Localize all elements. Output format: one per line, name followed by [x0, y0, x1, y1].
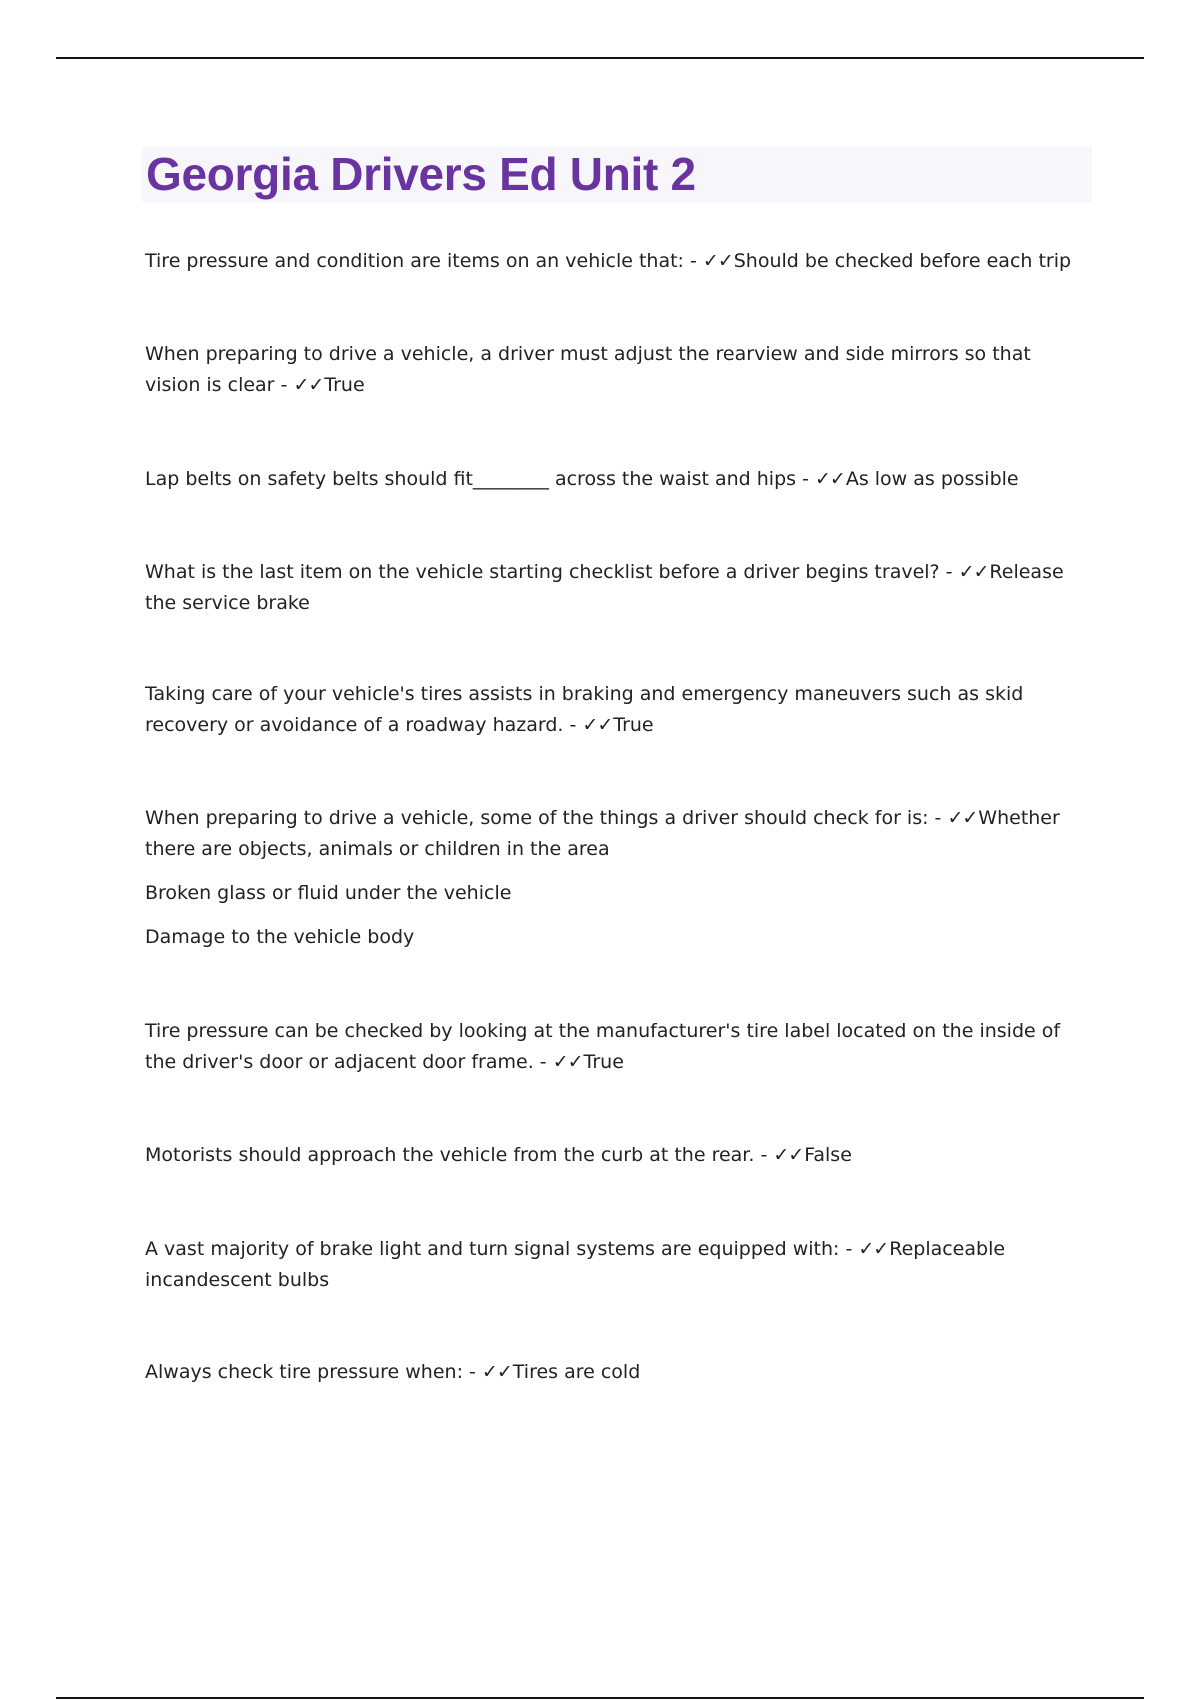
answer-text: False: [804, 1144, 852, 1166]
question-text: When preparing to drive a vehicle, a driver must adjust the rearview and side mirrors so that vision is clear: [145, 343, 1031, 396]
qa-line: [145, 679, 1085, 741]
answer-continuation: Broken glass or fluid under the vehicle: [145, 882, 512, 904]
qa-item-6: [145, 803, 1085, 953]
double-check-icon: ✓✓: [958, 561, 989, 583]
double-check-icon: ✓✓: [293, 374, 324, 396]
qa-item-10: [145, 1357, 1085, 1388]
separator: -: [754, 1144, 774, 1166]
question-text: Lap belts on safety belts should fit________ across the waist and hips: [145, 468, 797, 490]
answer-text: True: [583, 1051, 624, 1073]
separator: -: [839, 1238, 859, 1260]
double-check-icon: ✓✓: [814, 468, 845, 490]
double-check-icon: ✓✓: [481, 1361, 512, 1383]
answer-text: As low as possible: [845, 468, 1019, 490]
qa-item-4: [145, 557, 1085, 619]
separator: -: [533, 1051, 553, 1073]
answer-continuation: Damage to the vehicle body: [145, 926, 415, 948]
question-text: What is the last item on the vehicle starting checklist before a driver begins travel?: [145, 561, 940, 583]
document-title: Georgia Drivers Ed Unit 2: [146, 148, 696, 200]
answer-text: Whether there are objects, animals or children in the area: [145, 807, 1060, 860]
separator: -: [683, 250, 703, 272]
top-divider: [56, 57, 1144, 59]
answer-text: Release the service brake: [145, 561, 1064, 614]
answer-text: Tires are cold: [512, 1361, 641, 1383]
qa-line: [145, 464, 1085, 495]
qa-item-5: [145, 679, 1085, 741]
separator: -: [563, 714, 583, 736]
answer-text: Should be checked before each trip: [733, 250, 1072, 272]
qa-line: [145, 1357, 1085, 1388]
double-check-icon: ✓✓: [582, 714, 613, 736]
question-text: Tire pressure can be checked by looking at the manufacturer's tire label located on the inside of the driver's door or adjacent door frame.: [145, 1020, 1061, 1073]
qa-item-8: [145, 1140, 1085, 1171]
double-check-icon: ✓✓: [552, 1051, 583, 1073]
double-check-icon: ✓✓: [773, 1144, 804, 1166]
bottom-divider: [56, 1697, 1144, 1699]
qa-line: [145, 1016, 1085, 1078]
separator: -: [796, 468, 815, 490]
qa-line: [145, 1234, 1085, 1296]
question-text: When preparing to drive a vehicle, some of the things a driver should check for is:: [145, 807, 929, 829]
title-band: [142, 146, 1092, 202]
qa-item-7: [145, 1016, 1085, 1078]
double-check-icon: ✓✓: [702, 250, 733, 272]
separator: -: [928, 807, 948, 829]
double-check-icon: ✓✓: [947, 807, 978, 829]
question-text: Tire pressure and condition are items on an vehicle that:: [145, 250, 684, 272]
separator: -: [274, 374, 294, 396]
qa-line: [145, 557, 1085, 619]
answer-text: True: [613, 714, 654, 736]
question-text: A vast majority of brake light and turn signal systems are equipped with:: [145, 1238, 840, 1260]
qa-line: [145, 803, 1085, 865]
qa-item-3: [145, 464, 1085, 495]
double-check-icon: ✓✓: [858, 1238, 889, 1260]
qa-line: [145, 1140, 1085, 1171]
qa-item-2: [145, 339, 1085, 401]
separator: -: [939, 561, 959, 583]
answer-text: True: [324, 374, 365, 396]
qa-item-1: [145, 246, 1085, 277]
qa-line: [145, 339, 1085, 401]
separator: -: [462, 1361, 482, 1383]
question-text: Motorists should approach the vehicle from the curb at the rear.: [145, 1144, 755, 1166]
qa-item-9: [145, 1234, 1085, 1296]
qa-line: [145, 246, 1085, 277]
answer-text: Replaceable incandescent bulbs: [145, 1238, 1006, 1291]
question-text: Always check tire pressure when:: [145, 1361, 463, 1383]
question-text: Taking care of your vehicle's tires assists in braking and emergency maneuvers such as skid recovery or avoidance of a roadway hazard.: [145, 683, 1024, 736]
